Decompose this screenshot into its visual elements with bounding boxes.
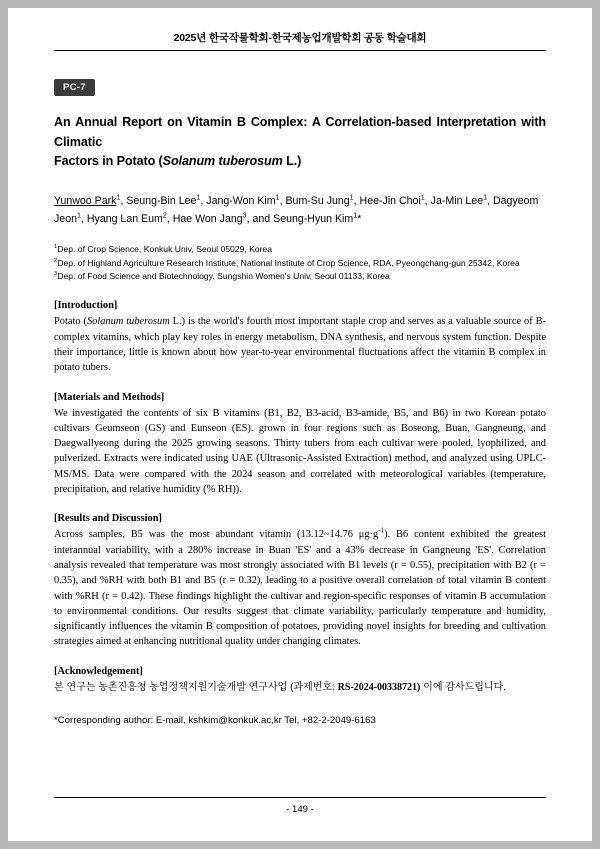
title-line-2-prefix: Factors in Potato (: [54, 154, 163, 169]
title-line-1: An Annual Report on Vitamin B Complex: A Correlation-based Interpretation with Climatic: [54, 115, 546, 149]
author-affil-marker: 1: [275, 192, 280, 202]
section-body: We investigated the contents of six B vitamins (B1, B2, B3-acid, B3-amide, B5, and B6) in two Korean potato cultivars Geumseon (GS) and Eunseon (ES). grown in four regions such as Boseong, Buan, Gangneung, and Daegwallyeong during the 2025 growing seasons. Thirty tubers from each cultivar were pooled, lyophilized, and pulverized. Extracts were indicated using UAE (Ultrasonic-Assisted Extraction) method, and analyzed using UPLC-MS/MS. Data were compared with the 2024 season and correlated with meteorological variables (temperature, precipitation, and relative humidity (% RH)).: [54, 407, 546, 496]
section-body: Potato (Solanum tuberosum L.) is the world's fourth most important staple crop and serves as a valuable source of B-complex vitamins, which play key roles in energy metabolism, DNA synthesis, and nervous system function. Despite their importance, little is known about how year-to-year environmental fluctuations affect the vitamin B complex in potato tubers.: [54, 316, 546, 374]
author-affil-marker: 1: [196, 192, 201, 202]
section-heading: [Introduction]: [54, 300, 118, 312]
author-affil-marker: 1: [116, 192, 121, 202]
page-content: [54, 30, 546, 726]
grant-number: RS-2024-00338721): [337, 681, 421, 693]
author-first: Yunwoo Park: [54, 194, 117, 207]
author-affil-marker: 1: [420, 192, 425, 202]
section-heading: [Acknowledgement]: [54, 665, 143, 677]
affiliation-item: $^2$Dep. of Highland Agriculture Research Institute, National Institute of Crop Science, RDA, Pyeongchang-gun 25342, Korea: [54, 257, 520, 268]
author-affil-marker: 1: [349, 192, 354, 202]
abstract-id-row: [54, 77, 546, 96]
section-heading: [Materials and Methods]: [54, 391, 165, 403]
affiliation-list: [54, 243, 546, 285]
author-affil-marker: 1: [76, 210, 81, 220]
affil-marker: 1: [54, 243, 58, 250]
title-line-2-suffix: L.): [282, 154, 302, 169]
section-heading: [Results and Discussion]: [54, 513, 162, 525]
section-body: Across samples, B5 was the most abundant vitamin (13.12~14.76 $\mu g\cdot g^{-1}$). B6 content exhibited the greatest interannual variability, with a 280% increase in Buan 'ES' and a 43% decrease in Gangneung 'ES'. Correlation analysis revealed that temperature was most strongly associated with B1 levels (r = 0.55), precipitation with B2 (r = 0.35), and %RH with both B1 and B5 (r = 0.32), leading to a positive overall correlation of total vitamin B content with %RH (r = 0.42). These findings highlight the cultivar and region-specific responses of vitamin B accumulation to environmental conditions. Our results suggest that climate variability, particularly temperature and humidity, significantly influences the vitamin B composition of potatoes, providing novel insights for breeding and cultivation strategies aimed at enhancing nutritional quality under changing climates.: [54, 526, 546, 648]
section-results-discussion: [54, 513, 546, 649]
author-list: Yunwoo Park$^1$, Seung-Bin Lee$^1$, Jang-Won Kim$^1$, Bum-Su Jung$^1$, Hee-Jin Choi$^1$, Ja-Min Lee$^1$, Dagyeom Jeon$^1$, Hyang Lan Eum$^2$, Hae Won Jang$^3$, and Seung-Hyun Kim$^1$*: [54, 192, 539, 226]
status-badge: PC-7: [54, 79, 95, 96]
affil-marker: 3: [54, 271, 58, 278]
species-name: Solanum tuberosum: [86, 316, 170, 328]
section-materials-methods: [54, 392, 546, 498]
section-acknowledgement: [54, 666, 546, 695]
acknowledgement-body: [54, 680, 546, 695]
section-introduction: [54, 300, 546, 375]
affiliation-item: $^3$Dep. of Food Science and Biotechnology, Sungshin Women's Univ, Seoul 01133, Korea: [54, 271, 390, 282]
author-affil-marker: 2: [162, 210, 167, 220]
corresponding-author-note: *Corresponding author: E-mail, kshkim@konkuk.ac,kr Tel, +82-2-2049-6163: [54, 714, 376, 726]
ack-text-pre: 본 연구는 농촌진흥청 농업정책지원기술개발 연구사업 (과제번호:: [54, 681, 338, 693]
page-title: [54, 113, 546, 172]
author-affil-marker: 3: [242, 210, 247, 220]
author-affil-marker: 1: [483, 192, 488, 202]
affiliation-item: $^1$Dep. of Crop Science, Konkuk Univ, Seoul 05029, Korea: [54, 243, 273, 254]
author-affil-marker: 1: [353, 210, 358, 220]
ack-text-post: 이에 감사드립니다.: [420, 681, 507, 693]
footer-divider: [54, 797, 546, 798]
document-page: [8, 8, 592, 841]
page-number: - 149 -: [286, 804, 314, 815]
species-name: Solanum tuberosum: [162, 154, 283, 169]
unit-exponent: -1: [378, 526, 385, 535]
page-footer: [54, 797, 546, 815]
running-header: 2025년 한국작물학회-한국제농업개발학회 공동 학술대회: [54, 30, 546, 51]
affil-marker: 2: [54, 257, 58, 264]
